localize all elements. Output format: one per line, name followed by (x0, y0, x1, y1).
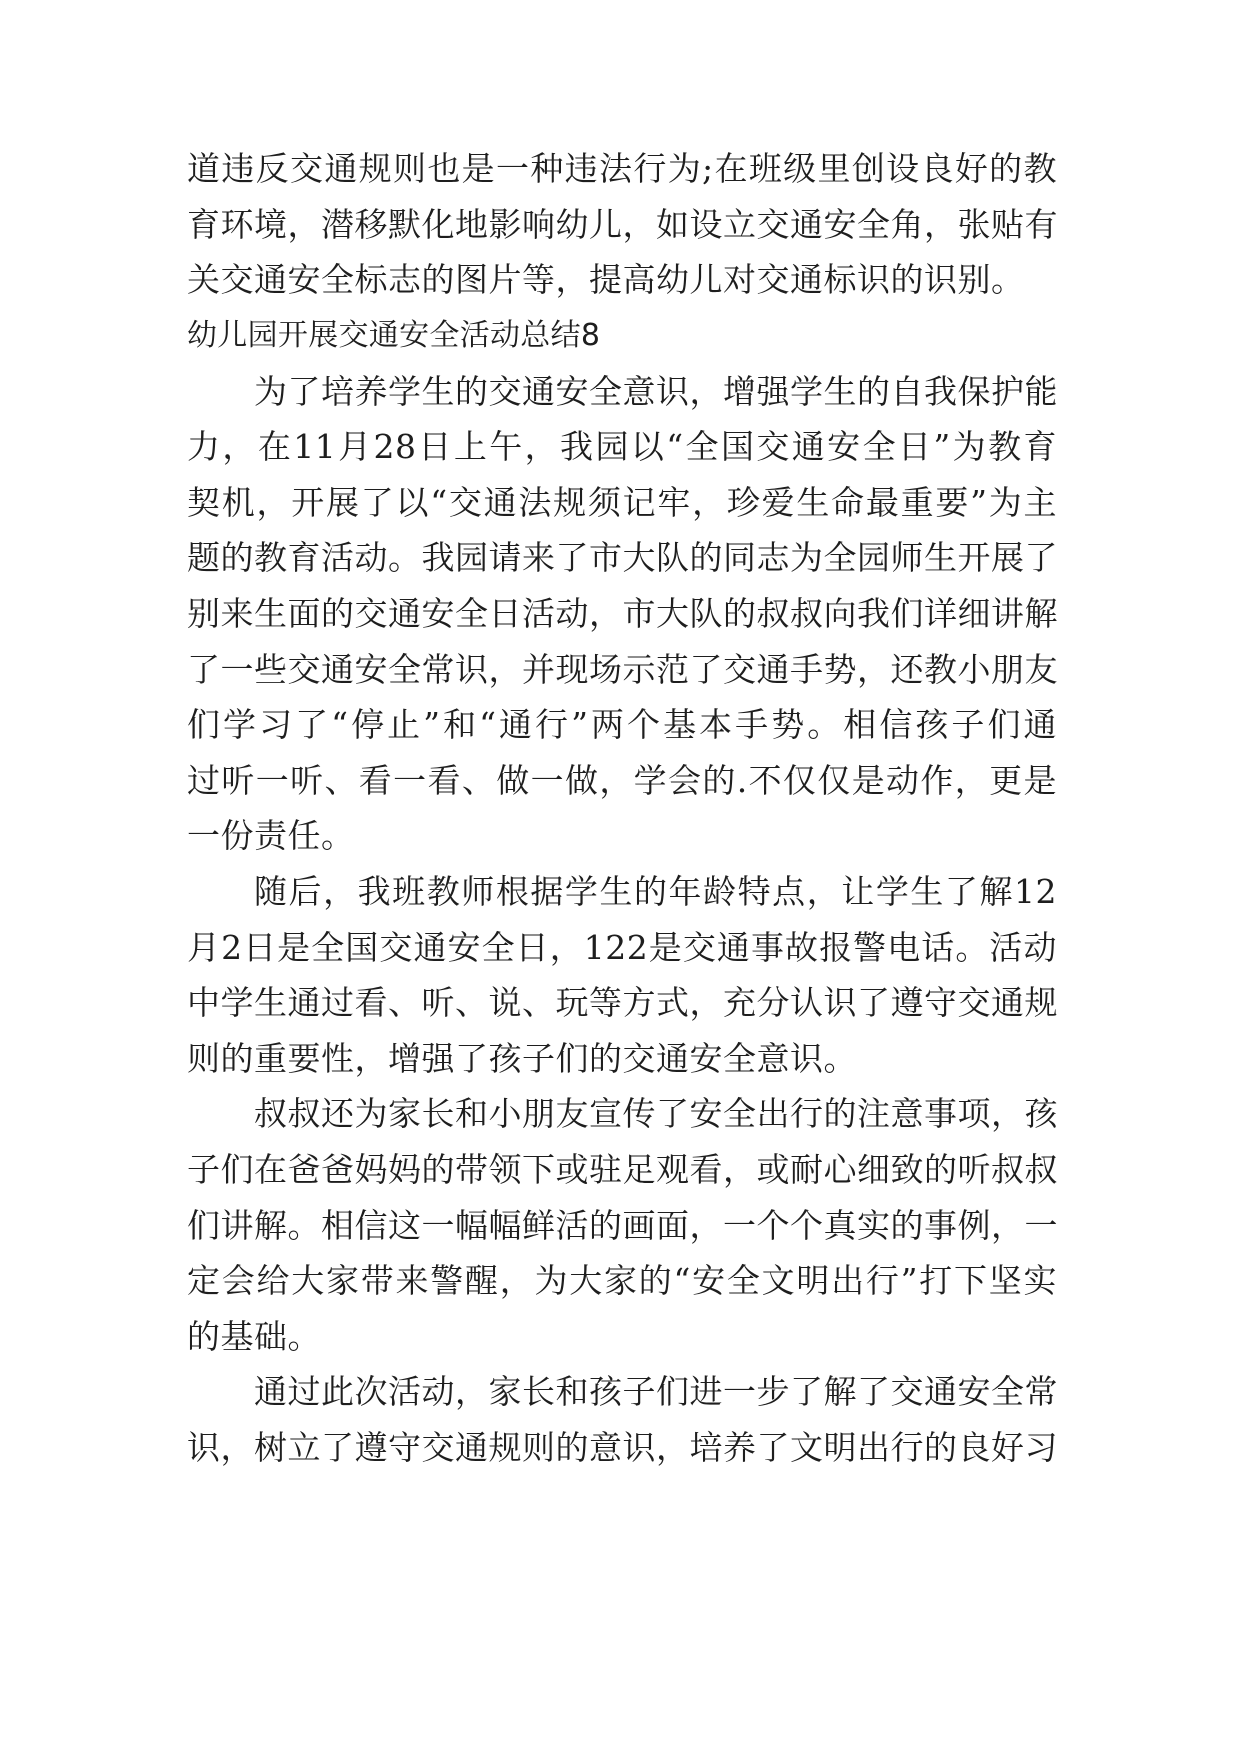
text-line: 识，树立了遵守交通规则的意识，培养了文明出行的良好习 (187, 1428, 1058, 1467)
text-line: 为了培养学生的交通安全意识，增强学生的自我保护能 (254, 372, 1058, 411)
text-line: 的基础。 (187, 1317, 321, 1356)
text-line: 力，在11月28日上午，我园以“全国交通安全日”为教育 (187, 427, 1057, 466)
text-line: 通过此次活动，家长和孩子们进一步了解了交通安全常 (254, 1372, 1058, 1411)
text-line: 叔叔还为家长和小朋友宣传了安全出行的注意事项，孩 (254, 1094, 1058, 1133)
text-line: 道违反交通规则也是一种违法行为;在班级里创设良好的教 (187, 149, 1057, 188)
text-line: 随后，我班教师根据学生的年龄特点，让学生了解12 (254, 872, 1057, 911)
text-line: 子们在爸爸妈妈的带领下或驻足观看，或耐心细致的听叔叔 (187, 1150, 1058, 1189)
text-line: 定会给大家带来警醒，为大家的“安全文明出行”打下坚实 (187, 1261, 1057, 1300)
text-line: 题的教育活动。我园请来了市大队的同志为全园师生开展了 (187, 538, 1058, 577)
text-line: 育环境，潜移默化地影响幼儿，如设立交通安全角，张贴有 (187, 205, 1058, 244)
text-line: 关交通安全标志的图片等，提高幼儿对交通标识的识别。 (187, 260, 1025, 299)
text-line: 们讲解。相信这一幅幅鲜活的画面，一个个真实的事例，一 (187, 1206, 1058, 1245)
text-line: 月2日是全国交通安全日，122是交通事故报警电话。活动 (187, 928, 1057, 967)
text-line: 们学习了“停止”和“通行”两个基本手势。相信孩子们通 (187, 705, 1057, 744)
text-line: 过听一听、看一看、做一做，学会的.不仅仅是动作，更是 (187, 761, 1057, 800)
text-line: 契机，开展了以“交通法规须记牢，珍爱生命最重要”为主 (187, 483, 1057, 522)
text-line: 别来生面的交通安全日活动，市大队的叔叔向我们详细讲解 (187, 594, 1058, 633)
text-line: 中学生通过看、听、说、玩等方式，充分认识了遵守交通规 (187, 983, 1058, 1022)
text-line: 则的重要性，增强了孩子们的交通安全意识。 (187, 1039, 857, 1078)
text-line: 了一些交通安全常识，并现场示范了交通手势，还教小朋友 (187, 650, 1058, 689)
text-line: 一份责任。 (187, 816, 355, 855)
section-heading: 幼儿园开展交通安全活动总结8 (187, 318, 601, 353)
